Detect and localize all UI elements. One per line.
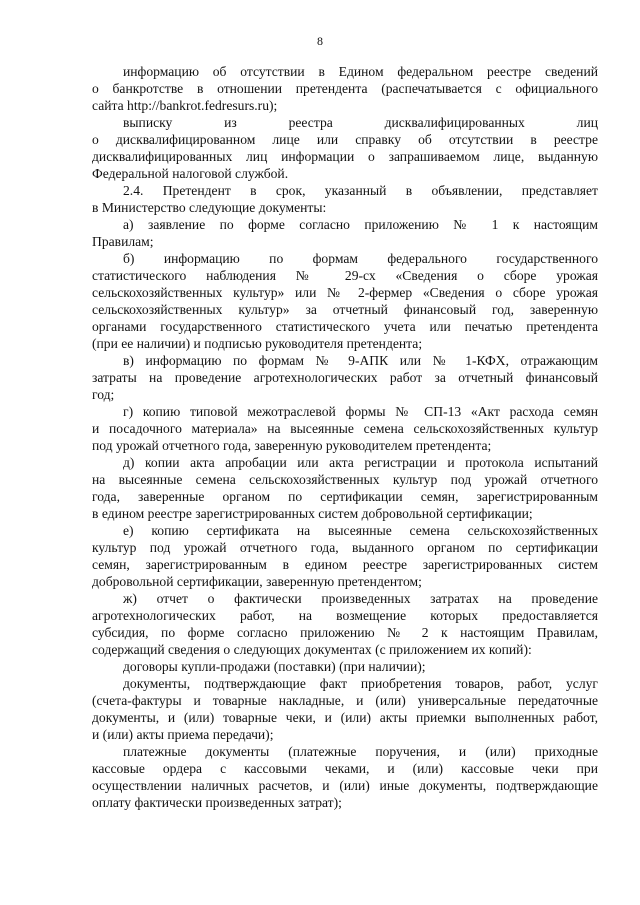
- text-line: агротехнологических работ, на возмещение которых предоставляется: [92, 608, 598, 623]
- text-line: сайта http://bankrot.fedresurs.ru);: [92, 98, 278, 113]
- paragraph-bankrupt-info: [92, 63, 598, 114]
- text-line: д) копии акта апробации или акта регистрации и протокола испытаний: [123, 455, 598, 470]
- text-line: и (или) акты приема передачи);: [92, 727, 274, 742]
- text-line: Федеральной налоговой службой.: [92, 166, 289, 181]
- paragraph-item-zh: [92, 590, 598, 658]
- text-line: осуществлении наличных расчетов, и (или) иные документы, подтверждающие: [92, 778, 598, 793]
- text-line: семян, зарегистрированным в едином реестре зарегистрированных систем: [92, 557, 598, 572]
- text-line: о дисквалифицированном лице или справку об отсутствии в реестре: [92, 132, 598, 147]
- text-line: 2.4. Претендент в срок, указанный в объявлении, представляет: [123, 183, 598, 198]
- text-line: (счета-фактуры и товарные накладные, и (или) универсальные передаточные: [92, 693, 598, 708]
- text-line: дисквалифицированных лиц информации о запрашиваемом лице, выданную: [92, 149, 598, 164]
- paragraph-item-e: [92, 522, 598, 590]
- paragraph-item-g: [92, 403, 598, 454]
- text-line: год;: [92, 387, 115, 402]
- text-line: органами государственного статистического учета или печатью претендента: [92, 319, 598, 334]
- text-line: под урожай отчетного года, заверенную руководителем претендента;: [92, 438, 492, 453]
- text-line: а) заявление по форме согласно приложению № 1 к настоящим: [123, 217, 598, 232]
- paragraph-item-a: [92, 216, 598, 250]
- paragraph-item-b: [92, 250, 598, 352]
- text-line: Правилам;: [92, 234, 154, 249]
- text-line: на высеянные семена сельскохозяйственных культур под урожай отчетного: [92, 472, 598, 487]
- text-line: выписку из реестра дисквалифицированных лиц: [123, 115, 598, 130]
- text-line: ж) отчет о фактически произведенных затратах на проведение: [123, 591, 598, 606]
- text-line: года, заверенные органом по сертификации семян, зарегистрированным: [92, 489, 598, 504]
- text-line: документы, подтверждающие факт приобретения товаров, работ, услуг: [123, 676, 598, 691]
- text-line: г) копию типовой межотраслевой формы № СП-13 «Акт расхода семян: [123, 404, 598, 419]
- paragraph-disqualified-registry: [92, 114, 598, 182]
- paragraph-item-v: [92, 352, 598, 403]
- text-line: документы, и (или) товарные чеки, и (или) акты приемки выполненных работ,: [92, 710, 598, 725]
- text-line: договоры купли-продажи (поставки) (при наличии);: [123, 659, 426, 674]
- text-line: о банкротстве в отношении претендента (распечатывается с официального: [92, 81, 598, 96]
- text-line: информацию об отсутствии в Едином федеральном реестре сведений: [123, 64, 598, 79]
- text-line: в) информацию по формам № 9-АПК или № 1-КФХ, отражающим: [123, 353, 598, 368]
- text-line: в Министерство следующие документы:: [92, 200, 327, 215]
- text-line: статистического наблюдения № 29-сх «Сведения о сборе урожая: [92, 268, 598, 283]
- page-number: 8: [317, 34, 323, 48]
- text-line: сельскохозяйственных культур» за отчетный финансовый год, заверенную: [92, 302, 598, 317]
- paragraph-payment-documents: [92, 743, 598, 811]
- paragraph-contracts: [92, 658, 598, 675]
- text-line: сельскохозяйственных культур» или № 2-фермер «Сведения о сборе урожая: [92, 285, 598, 300]
- text-line: культур под урожай отчетного года, выданного органом по сертификации: [92, 540, 598, 555]
- text-line: и посадочного материала» на высеянные семена сельскохозяйственных культур: [92, 421, 598, 436]
- paragraph-purchase-documents: [92, 675, 598, 743]
- text-line: добровольной сертификации, заверенную претендентом;: [92, 574, 422, 589]
- text-line: в едином реестре зарегистрированных систем добровольной сертификации;: [92, 506, 533, 521]
- paragraph-2-4: [92, 182, 598, 216]
- text-line: б) информацию по формам федерального государственного: [123, 251, 598, 266]
- document-body: [92, 63, 598, 811]
- paragraph-item-d: [92, 454, 598, 522]
- text-line: (при ее наличии) и подписью руководителя претендента;: [92, 336, 423, 351]
- text-line: субсидия, по форме согласно приложению № 2 к настоящим Правилам,: [92, 625, 598, 640]
- text-line: содержащий сведения о следующих документах (с приложением их копий):: [92, 642, 532, 657]
- text-line: оплату фактически произведенных затрат);: [92, 795, 342, 810]
- text-line: кассовые ордера с кассовыми чеками, и (или) кассовые чеки при: [92, 761, 598, 776]
- text-line: платежные документы (платежные поручения, и (или) приходные: [123, 744, 598, 759]
- text-line: е) копию сертификата на высеянные семена сельскохозяйственных: [123, 523, 598, 538]
- text-line: затраты на проведение агротехнологических работ за отчетный финансовый: [92, 370, 598, 385]
